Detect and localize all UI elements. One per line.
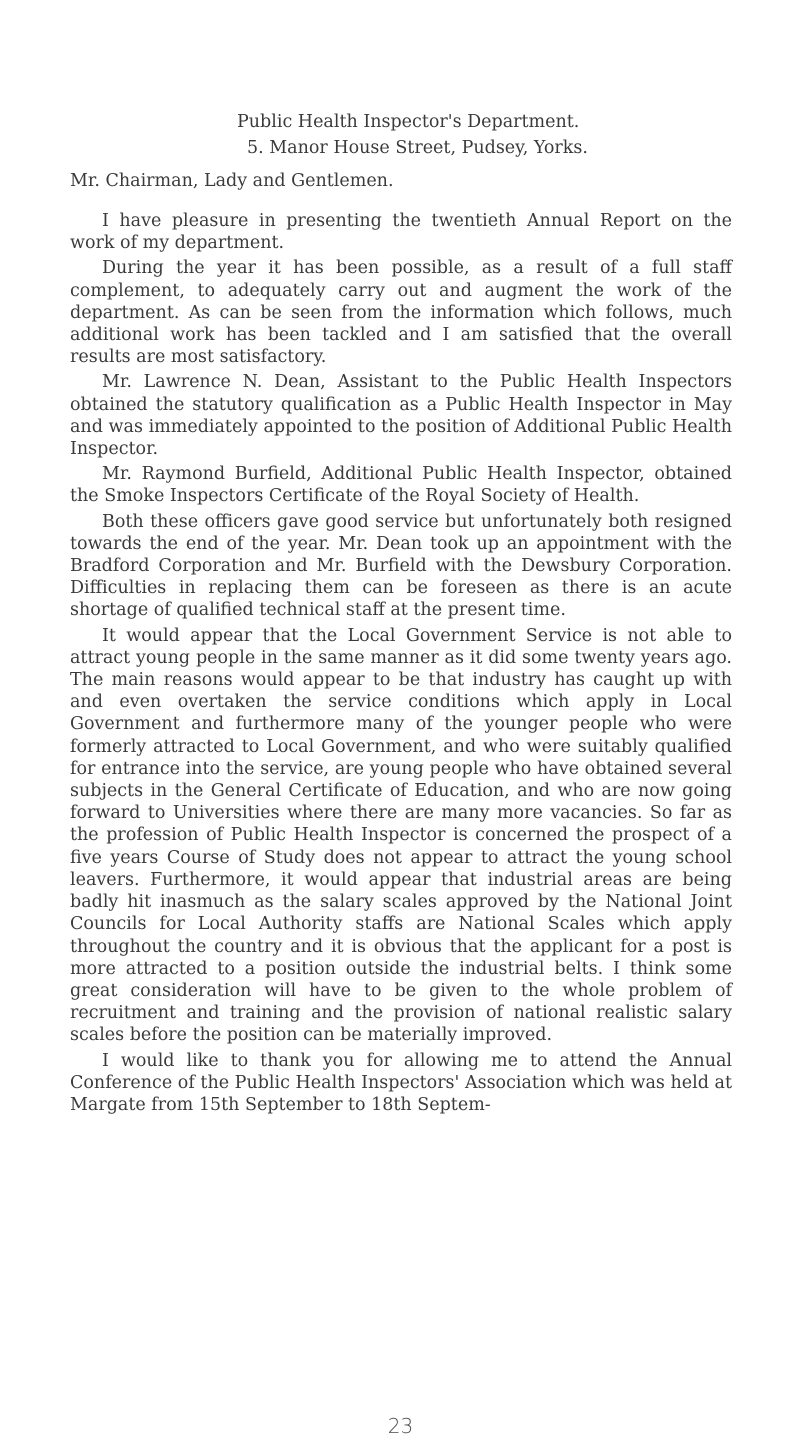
paragraph: Mr. Raymond Burfield, Additional Public Health Inspector, obtained the Smoke Inspectors Certificate of the Royal Society of Health. [70, 464, 732, 507]
paragraph: I have pleasure in presenting the twentieth Annual Report on the work of my department. [70, 211, 732, 254]
paragraph: It would appear that the Local Government Service is not able to attract young people in the same manner as it did some twenty years ago. The main reasons would appear to be that industry has caught up with and even overtaken the service conditions which apply in Local Government and furthermore many of the younger people who were formerly attracted to Local Government, and who were suitably qualified for entrance into the service, are young people who have obtained several subjects in the General Certificate of Education, and who are now going forward to Universities where there are many more vacancies. So far as the profession of Public Health Inspector is concerned the prospect of a five years Course of Study does not appear to attract the young school leavers. Furthermore, it would appear that industrial areas are being badly hit inasmuch as the salary scales approved by the National Joint Councils for Local Authority staffs are National Scales which apply throughout the country and it is obvious that the applicant for a post is more attracted to a position outside the industrial belts. I think some great consideration will have to be given to the whole problem of recruitment and training and the provision of national realistic salary scales before the position can be materially improved. [70, 625, 732, 1046]
paragraph: During the year it has been possible, as a result of a full staff complement, to adequately carry out and augment the work of the department. As can be seen from the information which follows, much additional work has been tackled and I am satisfied that the overall results are most satisfactory. [70, 258, 732, 368]
department-address: 5. Manor House Street, Pudsey, Yorks. [247, 138, 588, 158]
page-number: 23 [387, 1414, 414, 1438]
department-heading: Public Health Inspector's Department. [237, 112, 580, 132]
paragraph: Mr. Lawrence N. Dean, Assistant to the Public Health Inspectors obtained the statutory qualification as a Public Health Inspector in May and was immediately appointed to the position of Additional Public Health Inspector. [70, 372, 732, 460]
salutation: Mr. Chairman, Lady and Gentlemen. [70, 171, 394, 191]
paragraph: Both these officers gave good service but unfortunately both resigned towards the end of the year. Mr. Dean took up an appointment with the Bradford Corporation and Mr. Burfield with the Dewsbury Corporation. Difficulties in replacing them can be foreseen as there is an acute shortage of qualified technical staff at the present time. [70, 511, 732, 621]
paragraph: I would like to thank you for allowing me to attend the Annual Conference of the Public Health Inspectors' Association which was held at Margate from 15th September to 18th Septem- [70, 1050, 732, 1115]
report-body [70, 210, 732, 1119]
